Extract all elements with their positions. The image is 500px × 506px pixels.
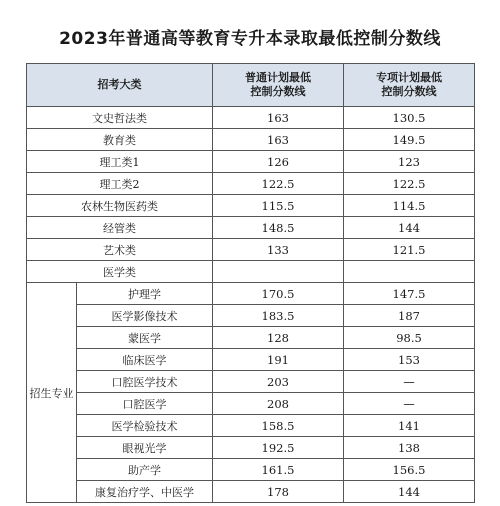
header-special-line2: 控制分数线 xyxy=(381,85,437,98)
general-score: 208 xyxy=(213,393,344,415)
table-row xyxy=(27,107,475,129)
header-category: 招考大类 xyxy=(27,64,213,107)
category-name: 经管类 xyxy=(27,217,213,239)
special-score: 122.5 xyxy=(344,173,475,195)
special-score: 121.5 xyxy=(344,239,475,261)
general-score: 115.5 xyxy=(213,195,344,217)
general-score: 148.5 xyxy=(213,217,344,239)
table-row-medical xyxy=(27,261,475,283)
general-score: 191 xyxy=(213,349,344,371)
general-score: 192.5 xyxy=(213,437,344,459)
general-score: 133 xyxy=(213,239,344,261)
major-name: 眼视光学 xyxy=(77,437,213,459)
header-special-plan xyxy=(344,64,475,107)
table-row xyxy=(27,305,475,327)
major-name: 蒙医学 xyxy=(77,327,213,349)
general-score: 128 xyxy=(213,327,344,349)
table-row xyxy=(27,371,475,393)
special-score: 144 xyxy=(344,481,475,503)
general-score: 126 xyxy=(213,151,344,173)
category-name: 教育类 xyxy=(27,129,213,151)
table-row xyxy=(27,173,475,195)
table-row xyxy=(27,239,475,261)
special-score: 187 xyxy=(344,305,475,327)
table-row xyxy=(27,349,475,371)
table-row xyxy=(27,393,475,415)
special-score: 156.5 xyxy=(344,459,475,481)
major-name: 助产学 xyxy=(77,459,213,481)
header-general-line1: 普通计划最低 xyxy=(245,71,311,84)
major-name: 护理学 xyxy=(77,283,213,305)
major-name: 口腔医学 xyxy=(77,393,213,415)
table-row xyxy=(27,327,475,349)
special-score: 147.5 xyxy=(344,283,475,305)
header-general-line2: 控制分数线 xyxy=(250,85,306,98)
special-score: 123 xyxy=(344,151,475,173)
major-name: 康复治疗学、中医学 xyxy=(77,481,213,503)
header-general-plan xyxy=(213,64,344,107)
special-score: 144 xyxy=(344,217,475,239)
general-score: 163 xyxy=(213,107,344,129)
table-row xyxy=(27,437,475,459)
special-score: — xyxy=(344,371,475,393)
category-name: 理工类1 xyxy=(27,151,213,173)
special-score: 141 xyxy=(344,415,475,437)
table-row xyxy=(27,481,475,503)
special-score: 153 xyxy=(344,349,475,371)
general-score: 163 xyxy=(213,129,344,151)
medical-general-empty xyxy=(213,261,344,283)
major-name: 医学影像技术 xyxy=(77,305,213,327)
header-special-line1: 专项计划最低 xyxy=(376,71,442,84)
major-name: 医学检验技术 xyxy=(77,415,213,437)
major-name: 临床医学 xyxy=(77,349,213,371)
special-score: — xyxy=(344,393,475,415)
medical-special-empty xyxy=(344,261,475,283)
general-score: 178 xyxy=(213,481,344,503)
group-label-enrollment-major: 招生专业 xyxy=(27,283,77,503)
special-score: 149.5 xyxy=(344,129,475,151)
table-body xyxy=(27,107,475,503)
general-score: 183.5 xyxy=(213,305,344,327)
special-score: 114.5 xyxy=(344,195,475,217)
special-score: 138 xyxy=(344,437,475,459)
general-score: 203 xyxy=(213,371,344,393)
table-row xyxy=(27,415,475,437)
general-score: 170.5 xyxy=(213,283,344,305)
general-score: 161.5 xyxy=(213,459,344,481)
general-score: 158.5 xyxy=(213,415,344,437)
table-row xyxy=(27,129,475,151)
page-title: 2023年普通高等教育专升本录取最低控制分数线 xyxy=(59,29,441,49)
category-name: 文史哲法类 xyxy=(27,107,213,129)
table-row xyxy=(27,151,475,173)
category-name: 农林生物医药类 xyxy=(27,195,213,217)
special-score: 130.5 xyxy=(344,107,475,129)
score-table xyxy=(26,63,475,503)
table-row xyxy=(27,217,475,239)
major-name: 口腔医学技术 xyxy=(77,371,213,393)
medical-category-label: 医学类 xyxy=(27,261,213,283)
table-row xyxy=(27,195,475,217)
category-name: 理工类2 xyxy=(27,173,213,195)
table-header-row xyxy=(27,64,475,107)
general-score: 122.5 xyxy=(213,173,344,195)
special-score: 98.5 xyxy=(344,327,475,349)
category-name: 艺术类 xyxy=(27,239,213,261)
table-row xyxy=(27,283,475,305)
table-row xyxy=(27,459,475,481)
